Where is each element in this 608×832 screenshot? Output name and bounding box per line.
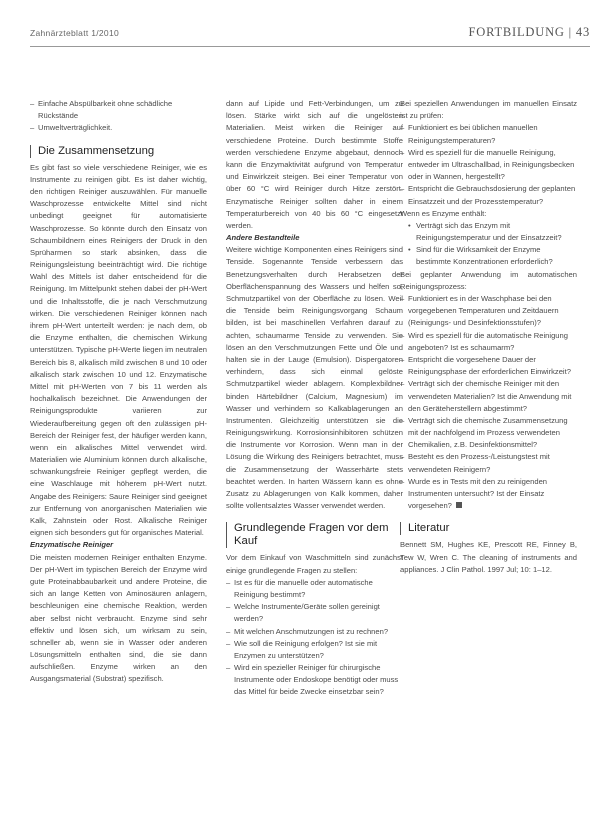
paragraph: dann auf Lipide und Fett-Verbindungen, um zu lösen. Stärke wirkt sich auf die ungelösten Materialien. Meist wirken die Reiniger auf verschiedene Proteine. Durch bestimmte Stoffe werden verschiedene Enzyme abgebaut, dennoch kann die Enzymaktivität aufgrund von Temperatur und Einwirkzeit steigen. Bei einer Temperatur von über 60 °C wird Reiniger durch Hitze zerstört. Enzymatische Reiniger sollten daher in einem Temperaturbereich von 40 bis 60 °C eingesetzt werden. [226,99,403,230]
paragraph: Vor dem Einkauf von Waschmitteln sind zunächst einige grundlegende Fragen zu stellen: [226,553,403,575]
question-list [400,122,577,207]
end-of-article-icon [456,502,462,508]
list-item: – Umweltverträglichkeit. [30,122,207,134]
section-heading: Grundlegende Fragen vor dem Kauf [226,522,403,548]
intro-list [30,98,207,135]
list-item-text: Wurde es in Tests mit den zu reinigenden Instrumenten untersucht? Ist der Einsatz vorgesehen? [408,476,548,511]
list-item: – Entspricht die vorgesehene Dauer der Reinigungsphase der erforderlichen Einwirkzeit? [400,354,577,378]
subheading: Enzymatische Reiniger [30,540,114,550]
list-item [400,476,577,513]
header-rule [30,46,590,47]
list-item: – Besteht es den Prozess-/Leistungstest mit verwendeten Reinigern? [400,451,577,475]
list-item: – Funktioniert es in der Waschphase bei den vorgegebenen Temperaturen und Zeitdauern (Reinigungs- und Desinfektionsstufen)? [400,293,577,330]
paragraph: Die meisten modernen Reiniger enthalten Enzyme. Der pH-Wert im typischen Bereich der Enzyme wird gute Proteinabbaubarkeit und andere Proteine, die sich an lange Ketten von Aminosäuren anlagern, beschleunigen eine chemische Reaktion, werden aber selbst nicht verbraucht. Enzyme sind sehr effektiv und lösen sich, um wirksam zu sein, schneller ab, wenn sie in Wasser oder anderen Lösungsmitteln enthalten sind, die sie dann aufschließen. Enzyme wirken an den Ausgangsmaterial (Substrat) spezifisch. [30,552,207,684]
section-heading: Die Zusammensetzung [30,145,207,158]
list-item: – Welche Instrumente/Geräte sollen gereinigt werden? [226,601,403,625]
paragraph: Bei geplanter Anwendung im automatischen Reinigungsprozess: [400,269,577,291]
column-1 [30,98,207,686]
list-item: – Verträgt sich die chemische Zusammensetzung mit der nachfolgend im Prozess verwendeten Chemikalien, z.B. Desinfektionsmittel? [400,415,577,452]
journal-issue: Zahnärzteblatt 1/2010 [30,28,119,38]
column-2 [226,98,403,699]
list-item: – Einfache Abspülbarkeit ohne schädliche Rückstände [30,98,207,122]
list-item: • Sind für die Wirksamkeit der Enzyme bestimmte Konzentrationen erforderlich? [408,244,577,268]
paragraph: Bei speziellen Anwendungen im manuellen Einsatz ist zu prüfen: [400,99,577,121]
list-item: – Wird ein spezieller Reiniger für chirurgische Instrumente oder Endoskope benötigt oder muss das Mittel für beide Zwecke einsetzbar sein? [226,662,403,699]
question-list [226,577,403,699]
paragraph: Wenn es Enzyme enthält: [400,208,487,218]
reference-text: Bennett SM, Hughes KE, Prescott RE, Finney B, Tew W, Wren C. The cleaning of instruments and appliances. J Clin Pathol. 1997 Jul; 10: 1–12. [400,540,577,574]
list-item: – Mit welchen Anschmutzungen ist zu rechnen? [226,626,403,638]
subheading: Andere Bestandteile [226,233,300,243]
list-item: • Verträgt sich das Enzym mit Reinigungstemperatur und der Einsatzzeit? [408,220,577,244]
list-item: – Wird es speziell für die automatische Reinigung angeboten? Ist es schaumarm? [400,330,577,354]
list-item: – Ist es für die manuelle oder automatische Reinigung bestimmt? [226,577,403,601]
question-list [400,293,577,512]
paragraph: Es gibt fast so viele verschiedene Reiniger, wie es Instrumente zu reinigen gibt. Es ist daher wichtig, den richtigen Reiniger auszuwählen. Für manuelle Waschprozesse entwickelte Mittel sind nicht unbedingt geeignet für automatisierte Waschprozesse. So könnte durch den Einsatz von Schaumbildnern eines Reinigers der Druck in den Sprüharmen so stark absinken, dass die Reinigungsleistung beeinträchtigt wird. Die richtige Wahl des Mittels ist daher entscheidend für die Reinigung. Im Mittelpunkt stehen dabei der pH-Wert und die Inhaltsstoffe, die je nach Verschmutzung wirken. Die verschiedenen Reiniger können nach ihrem pH-Wert unterteilt werden: je nach dem, ob die Enzyme enthalten, die chemischen Wirkung unterstützen. Typische pH-Werte liegen im neutralen Bereich bis 8, alkalisch mild zwischen 8 und 10 oder alkalisch stark zwischen 10 und 12. Enzymatische Mittel mit pH-Werten von 7 bis 11 werden als hochalkalisch bezeichnet. Die Anwendungen der Reinigungsprodukte variieren zur Wiederaufbereitung gegen oft den zulässigen pH-Bereich der Reiniger fest, der häufiger werden kann, wenn ein alkalisches Mittel verwendet wird. Materialien wie Aluminium können durch alkalische, schwankungsfreie Reiniger gepflegt werden, die eine Waschlauge mit höherem pH-Wert nutzt. Angabe des Reinigers: Saure Reiniger sind geeignet zur Entfernung von anorganischen Materialien wie Kalk, Zahnstein oder Rost. Alkalische Reiniger eignen sich besonders gut für organisches Material. [30,162,207,538]
section-heading: Literatur [400,522,577,535]
bullet-list [400,220,577,269]
list-item: – Entspricht die Gebrauchsdosierung der geplanten Einsatzzeit und der Prozesstemperatur? [400,183,577,207]
list-item: – Verträgt sich der chemische Reiniger mit den verwendeten Materialien? Ist die Anwendung mit den Geräteherstellern abgestimmt? [400,378,577,415]
list-item: – Wird es speziell für die manuelle Reinigung, entweder im Ultraschallbad, in Reinigungsbecken oder in Wannen, hergestellt? [400,147,577,184]
column-3 [400,98,577,576]
page-header [30,25,590,42]
section-page-number: FORTBILDUNG | 43 [468,25,590,39]
paragraph: Weitere wichtige Komponenten eines Reinigers sind Tenside. Sogenannte Tenside verbessern das Benetzungsverhalten durch Herabsetzen der Oberflächenspannung des Wassers und helfen so, Schmutzpartikel von der Oberfläche zu lösen. Weil die Tenside beim Reinigungsvorgang Schaum bilden, ist bei maschinellen Verfahren darauf zu achten, schaumarme Tenside zu verwenden. Sie lösen an den Verschmutzungen Fette und Öle und halten sie in der Lauge (Emulsion). Dispergatoren verhindern, dass sich einmal gelöste Schmutzpartikel wieder ablagern. Komplexbildner binden Härtebildner (Calcium, Magnesium) im Wasser und verhindern so Kalkablagerungen an Instrumenten. Gleichzeitig unterstützen sie die Reinigungswirkung. Korrosionsinhibitoren schützen die Instrumente vor Korrosion. Wenn man in der Lösung die Wirkung des Reinigers betrachtet, muss die Zusammensetzung der Wasserhärte stets beachtet werden. In harten Wässern kann es ohne Zusatz zu Ablagerungen von Kalk kommen, daher sollte vollentsalztes Wasser verwendet werden. [226,245,403,511]
list-item: – Funktioniert es bei üblichen manuellen Reinigungstemperaturen? [400,122,577,146]
list-item: – Wie soll die Reinigung erfolgen? Ist sie mit Enzymen zu unterstützen? [226,638,403,662]
